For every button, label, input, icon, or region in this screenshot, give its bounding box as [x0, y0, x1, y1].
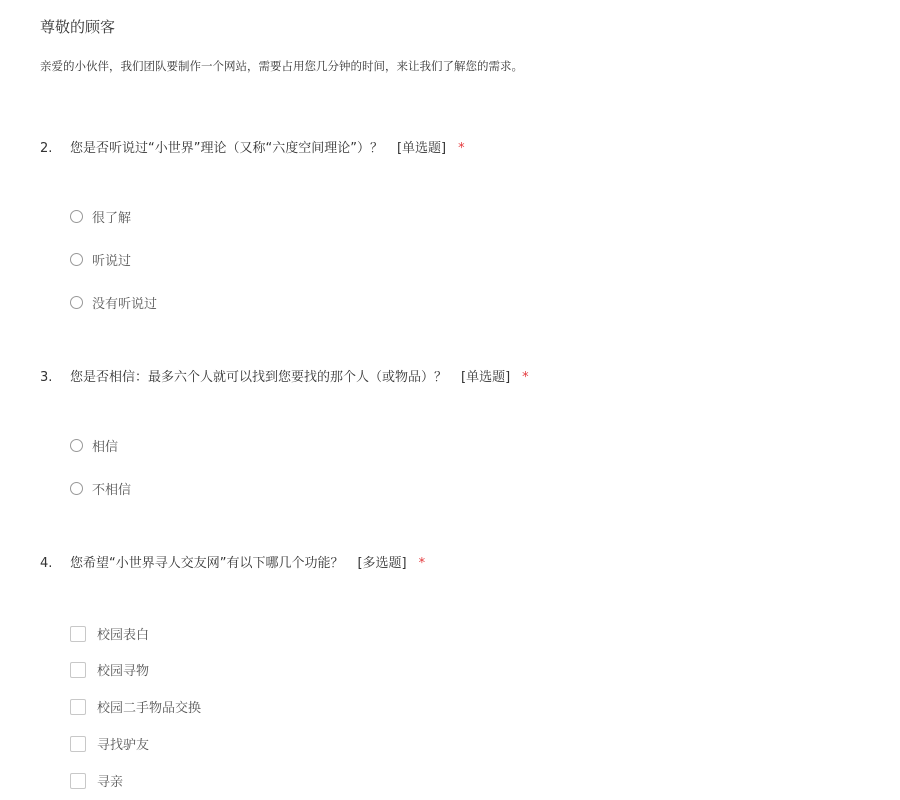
radio-option-heard-of[interactable]: [70, 250, 131, 269]
required-asterisk: *: [418, 556, 426, 571]
option-label: 不相信: [92, 483, 132, 498]
checkbox-option-find-travel-buddy[interactable]: [70, 734, 149, 753]
radio-option-very-familiar[interactable]: [70, 207, 131, 226]
question-type-badge: [多选题]: [357, 556, 407, 571]
checkbox[interactable]: [70, 626, 86, 642]
page-title: 尊敬的顾客: [40, 18, 116, 36]
question-4: [40, 552, 425, 571]
question-text: 您希望“小世界寻人交友网”有以下哪几个功能？: [70, 556, 344, 571]
option-label: 听说过: [92, 254, 132, 269]
option-label: 很了解: [92, 211, 132, 226]
checkbox[interactable]: [70, 773, 86, 789]
option-label: 寻找驴友: [97, 738, 150, 753]
question-text: 您是否相信：最多六个人就可以找到您要找的那个人（或物品）？: [70, 370, 448, 385]
option-label: 相信: [92, 440, 119, 455]
radio-button[interactable]: [70, 210, 83, 223]
question-text: 您是否听说过“小世界”理论（又称“六度空间理论”）？: [70, 141, 383, 156]
checkbox[interactable]: [70, 736, 86, 752]
checkbox-option-campus-lost-found[interactable]: [70, 660, 149, 679]
checkbox-option-campus-confession[interactable]: [70, 624, 149, 643]
survey-intro: 亲爱的小伙伴，我们团队要制作一个网站，需要占用您几分钟的时间，来让我们了解您的需求。: [40, 59, 523, 73]
question-3: [40, 366, 529, 385]
checkbox-option-find-relatives[interactable]: [70, 771, 123, 790]
required-asterisk: *: [458, 141, 465, 156]
option-label: 校园表白: [97, 628, 150, 643]
question-number: 3.: [40, 370, 53, 385]
radio-option-believe[interactable]: [70, 436, 118, 455]
radio-button[interactable]: [70, 482, 83, 495]
question-type-badge: [单选题]: [396, 141, 447, 156]
question-type-badge: [单选题]: [461, 370, 511, 385]
checkbox-option-second-hand-exchange[interactable]: [70, 697, 201, 716]
radio-button[interactable]: [70, 253, 83, 266]
option-label: 校园二手物品交换: [97, 701, 202, 716]
radio-button[interactable]: [70, 439, 83, 452]
checkbox[interactable]: [70, 662, 86, 678]
question-number: 4.: [40, 556, 53, 571]
checkbox[interactable]: [70, 699, 86, 715]
question-number: 2.: [40, 141, 53, 156]
required-asterisk: *: [522, 370, 529, 385]
radio-option-not-believe[interactable]: [70, 479, 131, 498]
option-label: 校园寻物: [97, 664, 150, 679]
radio-option-never-heard[interactable]: [70, 293, 157, 312]
option-label: 寻亲: [97, 775, 124, 790]
option-label: 没有听说过: [92, 297, 158, 312]
question-2: [40, 137, 465, 156]
radio-button[interactable]: [70, 296, 83, 309]
